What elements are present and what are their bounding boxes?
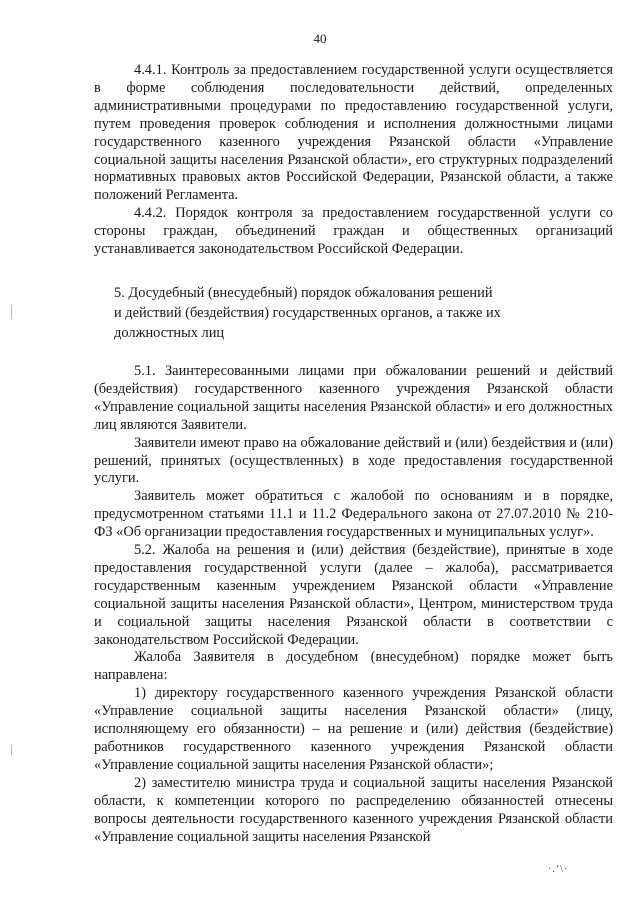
heading-line: и действий (бездействия) государственных органов, а также их: [114, 304, 501, 321]
margin-mark: [11, 305, 12, 319]
list-item-2: 2) заместителю министра труда и социальной защиты населения Рязанской области, к компетенции которого по распределению обязанностей отнесены вопросы деятельности государственного казенного учреждения Рязанской области «Управление социальной защиты населения Рязанской: [94, 774, 613, 845]
heading-line: 5. Досудебный (внесудебный) порядок обжалования решений: [114, 284, 493, 301]
heading-line: должностных лиц: [114, 324, 225, 341]
paragraph-4-4-1: 4.4.1. Контроль за предоставлением государственной услуги осуществляется в форме соблюдения последовательности действий, определенных административными процедурами по предоставлению государственной услуги, путем проведения проверок соблюдения и исполнения должностными лицами государственного казенного учреждения Рязанской области «Управление социальной защиты населения Рязанской области», его структурных подразделений нормативных правовых актов Российской Федерации, Рязанской области, а также положений Регламента.: [94, 62, 613, 204]
paragraph-5-1: 5.1. Заинтересованными лицами при обжаловании решений и действий (бездействия) государственного казенного учреждения Рязанской области «Управление социальной защиты населения Рязанской области» и его должностных лиц являются Заявители.: [94, 362, 613, 433]
paragraph-4-4-2: 4.4.2. Порядок контроля за предоставлением государственной услуги со стороны граждан, объединений граждан и общественных организаций устанавливается законодательством Российской Федерации.: [94, 205, 613, 258]
paragraph-complaint-directions: Жалоба Заявителя в досудебном (внесудебном) порядке может быть направлена:: [94, 649, 613, 684]
paragraph-applicants-rights: Заявители имеют право на обжалование действий и (или) бездействия и (или) решений, принятых (осуществленных) в ходе предоставления государственной услуги.: [94, 434, 613, 487]
margin-mark: [11, 745, 12, 755]
scan-mark: ·.ʼ\·: [548, 864, 569, 875]
paragraph-complaint-grounds: Заявитель может обратиться с жалобой по основаниям и в порядке, предусмотренном статьями 11.1 и 11.2 Федерального закона от 27.07.2010 № 210-ФЗ «Об организации предоставления государственных и муниципальных услуг».: [94, 488, 613, 541]
section-5-heading: [94, 283, 613, 343]
list-item-1: 1) директору государственного казенного учреждения Рязанской области «Управление социальной защиты населения Рязанской области» (лицу, исполняющему его обязанности) – на решение и (или) действия (бездействие) работников государственного казенного учреждения Рязанской области «Управление социальной защиты населения Рязанской области»;: [94, 685, 613, 773]
paragraph-5-2: 5.2. Жалоба на решения и (или) действия (бездействие), принятые в ходе предоставления государственной услуги (далее – жалоба), рассматривается государственным казенным учреждением Рязанской области «Управление социальной защиты населения Рязанской области», Центром, министерством труда и социальной защиты населения Рязанской области в соответствии с законодательством Российской Федерации.: [94, 542, 613, 648]
page-number: 40: [313, 31, 327, 46]
document-body: [94, 62, 613, 846]
